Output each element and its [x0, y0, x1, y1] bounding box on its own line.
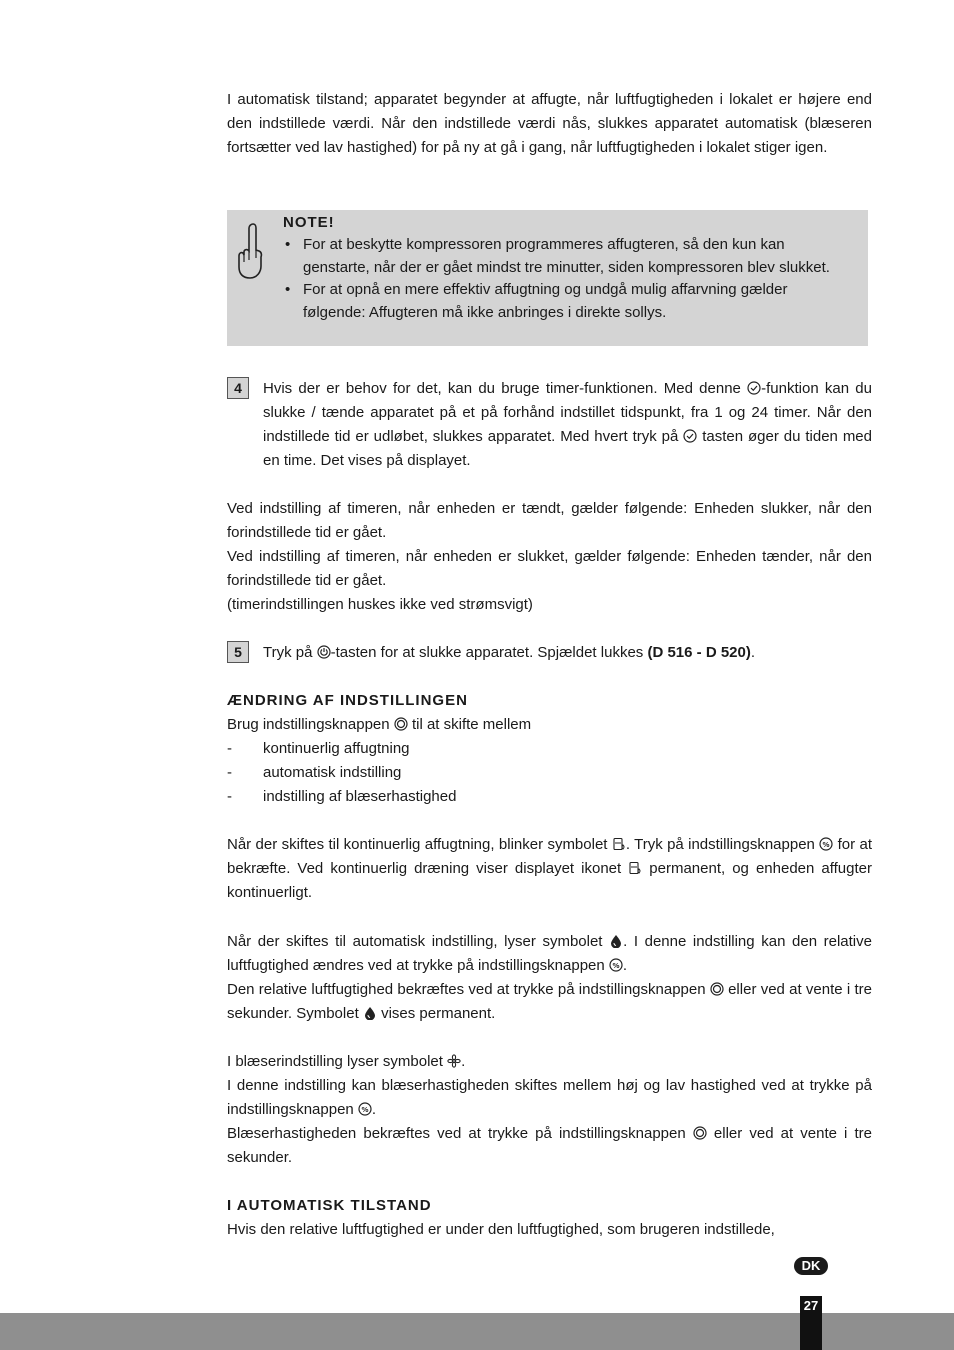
text-span: . Tryk på indstillingsknappen: [625, 836, 820, 853]
percent-button-icon: [358, 1102, 372, 1116]
section-heading: ÆNDRING AF INDSTILLINGEN: [227, 692, 468, 709]
note-list: [283, 234, 843, 324]
text-span: Når der skiftes til kontinuerlig affugtning, blinker symbolet: [227, 836, 612, 853]
text-span: for at bekræfte. Ved kontinuerlig dræning viser displayet ikonet: [227, 836, 872, 877]
text-span: permanent, og enheden affugter kontinuerligt.: [227, 860, 872, 901]
power-icon: [317, 645, 331, 659]
tank-icon: [612, 837, 626, 851]
text-span: .: [622, 957, 628, 974]
text-span: eller ved at vente i tre sekunder. Symbolet: [227, 981, 872, 1022]
continuous-paragraph: [227, 833, 872, 905]
text-span: Brug indstillingsknappen: [227, 716, 394, 733]
text-span: .: [461, 1053, 466, 1070]
text-span: til at skifte mellem: [407, 716, 532, 733]
step-4-text: [263, 377, 872, 473]
timer-icon: [683, 429, 697, 443]
text-span: -tasten for at slukke apparatet. Spjældet lukkes: [330, 644, 648, 661]
text-span: Når der skiftes til automatisk indstilling, lyser symbolet: [227, 933, 610, 950]
text-span: . I denne indstilling kan den relative luftfugtighed ændres ved at trykke på indstillingsknappen: [227, 933, 872, 974]
list-item: - kontinuerlig affugtning: [227, 737, 872, 761]
automatic-paragraph: [227, 930, 872, 978]
timer-paragraph: Ved indstilling af timeren, når enheden er slukket, gælder følgende: Enheden tænder, når den forindstillede tid er gået.: [227, 548, 872, 589]
text-span: I denne indstilling kan blæserhastigheden skiftes mellem høj og lav hastighed ved at trykke på indstillingsknappen: [227, 1077, 872, 1118]
text-span: vises permanent.: [376, 1005, 496, 1022]
step-number: 5: [227, 641, 249, 663]
timer-icon: [747, 381, 761, 395]
text-span: Blæserhastigheden bekræftes ved at trykke på indstillingsknappen: [227, 1125, 693, 1142]
change-settings-section: [227, 689, 872, 809]
list-item: - automatisk indstilling: [227, 761, 872, 785]
text-span: Hvis der er behov for det, kan du bruge timer-funktionen. Med denne: [263, 380, 748, 397]
language-badge: DK: [794, 1257, 828, 1275]
list-item: - indstilling af blæserhastighed: [227, 785, 872, 809]
pointing-hand-icon: [233, 220, 267, 282]
change-lead: [227, 713, 872, 737]
text-span: Tryk på: [263, 644, 317, 661]
step-5: [227, 641, 872, 665]
automatic-mode-section: [227, 1194, 872, 1242]
fan-icon: [447, 1054, 461, 1068]
text-span: Den relative luftfugtighed bekræftes ved at trykke på indstillingsknappen: [227, 981, 710, 998]
text-span: I blæserindstilling lyser symbolet: [227, 1053, 448, 1070]
page-number: 27: [800, 1296, 822, 1350]
model-numbers: (D 516 - D 520): [647, 644, 751, 661]
intro-paragraph: I automatisk tilstand; apparatet begynder at affugte, når luftfugtigheden i lokalet er højere end den indstillede værdi. Når den indstillede værdi nås, slukkes apparatet automatisk (blæseren fortsætter ved lav hastighed) for på ny at gå i gang, når luftfugtigheden i lokalet stiger igen.: [227, 91, 872, 156]
step-4: [227, 377, 872, 473]
section-heading: I AUTOMATISK TILSTAND: [227, 1197, 432, 1214]
drop-icon: [609, 934, 623, 948]
fan-confirm-paragraph: [227, 1122, 872, 1170]
svg-text:%: %: [822, 840, 830, 849]
fan-paragraph: [227, 1050, 872, 1074]
step-number: 4: [227, 377, 249, 399]
intro-section: [227, 88, 872, 160]
setting-knob-icon: [693, 1126, 707, 1140]
text-span: -funktion kan du slukke / tænde apparatet på et på forhånd indstillet tidspunkt, fra 1 og 24 timer. Når den indstillede tid er udløbet, slukkes apparatet. Med hvert tryk på: [263, 380, 872, 445]
automatic-mode-paragraph: Hvis den relative luftfugtighed er under den luftfugtighed, som brugeren indstillede,: [227, 1221, 775, 1238]
timer-paragraph: Ved indstilling af timeren, når enheden er tændt, gælder følgende: Enheden slukker, når den forindstillede tid er gået.: [227, 500, 872, 541]
note-box: [227, 210, 868, 346]
percent-button-icon: [819, 837, 833, 851]
drop-icon: [363, 1006, 377, 1020]
text-span: .: [750, 644, 756, 661]
timer-section: [227, 497, 872, 617]
text-span: tasten øger du tiden med en time. Det vises på displayet.: [263, 428, 872, 469]
continuous-section: [227, 833, 872, 905]
svg-text:%: %: [612, 961, 620, 970]
step-5-text: [263, 641, 872, 665]
automatic-section: [227, 930, 872, 1026]
svg-text:%: %: [361, 1105, 369, 1114]
automatic-confirm-paragraph: [227, 978, 872, 1026]
fan-speed-paragraph: [227, 1074, 872, 1122]
text-span: .: [371, 1101, 377, 1118]
timer-paragraph: (timerindstillingen huskes ikke ved strømsvigt): [227, 596, 533, 613]
setting-knob-icon: [710, 982, 724, 996]
text-span: eller ved at vente i tre sekunder.: [227, 1125, 872, 1166]
fan-section: [227, 1050, 872, 1170]
tank-icon: [628, 861, 642, 875]
percent-button-icon: [609, 958, 623, 972]
setting-knob-icon: [394, 717, 408, 731]
note-title: NOTE!: [283, 214, 335, 231]
note-item: • For at beskytte kompressoren programmeres affugteren, så den kun kan genstarte, når der er gået mindst tre minutter, siden kompressoren blev slukket.: [283, 234, 843, 279]
note-item: • For at opnå en mere effektiv affugtning og undgå mulig affarvning gælder følgende: Affugteren må ikke anbringes i direkte sollys.: [283, 279, 843, 324]
